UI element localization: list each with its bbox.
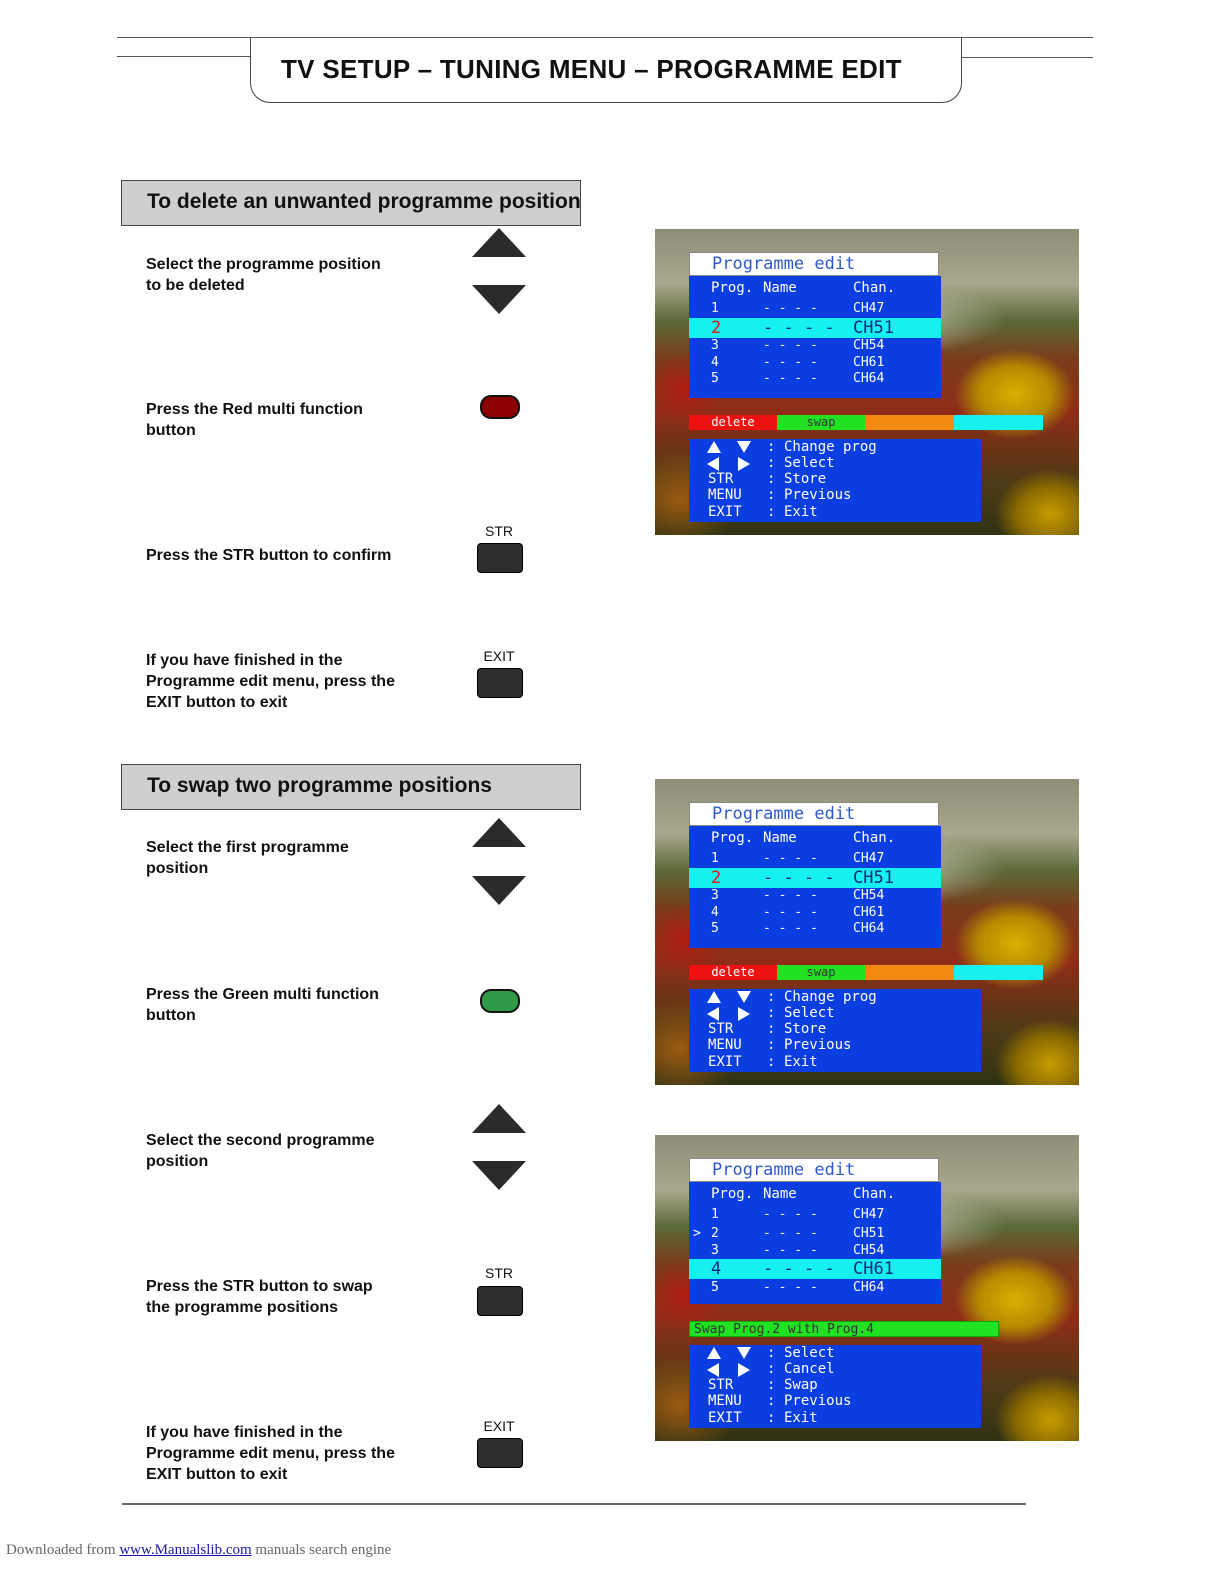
help-sep: : [767, 439, 776, 455]
cyan-color-bar [954, 965, 1043, 980]
programme-row [689, 851, 941, 868]
row-name: - - - - [763, 301, 818, 316]
row-chan: CH54 [853, 1243, 885, 1258]
help-sep: : [767, 487, 776, 503]
programme-row [689, 921, 941, 938]
row-chan: CH54 [853, 338, 885, 353]
help-action: Select [784, 1345, 835, 1361]
help-sep: : [767, 1377, 776, 1393]
step-text: Select the first programme position [146, 839, 349, 877]
step-press-str-confirm [146, 545, 446, 566]
row-chan: CH54 [853, 888, 885, 903]
row-chan: CH64 [853, 921, 885, 936]
row-prog: 1 [711, 851, 719, 866]
str-key-label: STR [485, 523, 513, 539]
row-name: - - - - [763, 355, 818, 370]
left-triangle-icon [707, 1363, 719, 1377]
row-name: - - - - [763, 851, 818, 866]
row-name: - - - - [763, 921, 818, 936]
help-key: STR [708, 471, 734, 487]
cyan-color-bar [954, 415, 1043, 430]
row-prog: 2 [711, 1226, 719, 1241]
str-key-icon [477, 543, 523, 573]
step-press-str-swap [146, 1276, 446, 1318]
help-action: Previous [784, 1037, 852, 1053]
green-button-icon [480, 989, 520, 1013]
row-name: - - - - [763, 318, 835, 338]
help-key: EXIT [708, 1054, 742, 1070]
osd-programme-list [689, 1182, 941, 1304]
row-chan: CH47 [853, 301, 885, 316]
col-prog-header: Prog. [711, 280, 754, 296]
orange-color-bar [865, 965, 954, 980]
header-rule-right [960, 57, 1093, 58]
row-prog: 1 [711, 1207, 719, 1222]
step-text: Select the second programme position [146, 1132, 375, 1170]
programme-row [689, 355, 941, 372]
help-sep: : [767, 504, 776, 520]
down-triangle-icon [737, 991, 751, 1003]
row-prog: 5 [711, 921, 719, 936]
help-key: MENU [708, 1037, 742, 1053]
help-sep: : [767, 1393, 776, 1409]
help-sep: : [767, 989, 776, 1005]
col-chan-header: Chan. [853, 280, 896, 296]
swap-marker: > [693, 1226, 701, 1241]
help-action: Change prog [784, 989, 877, 1005]
row-chan: CH61 [853, 905, 885, 920]
up-arrow-button-icon [472, 818, 526, 847]
exit-key-icon [477, 1438, 523, 1468]
programme-row [689, 905, 941, 922]
osd-title: Programme edit [712, 804, 856, 824]
row-name: - - - - [763, 888, 818, 903]
row-prog: 5 [711, 371, 719, 386]
right-triangle-icon [738, 1007, 750, 1021]
footer-prefix: Downloaded from [6, 1542, 116, 1558]
swap-color-bar [777, 965, 865, 980]
help-sep: : [767, 471, 776, 487]
row-chan: CH64 [853, 371, 885, 386]
section-heading-swap-text: To swap two programme positions [147, 774, 492, 797]
osd-title-box [689, 252, 939, 276]
row-name: - - - - [763, 371, 818, 386]
programme-row [689, 1280, 941, 1297]
up-arrow-button-icon [472, 228, 526, 257]
programme-row [689, 371, 941, 388]
programme-row-selected [689, 318, 941, 338]
help-action: Exit [784, 1410, 818, 1426]
row-chan: CH51 [853, 318, 894, 338]
row-name: - - - - [763, 1259, 835, 1279]
bottom-rule [122, 1503, 1026, 1505]
row-prog: 5 [711, 1280, 719, 1295]
help-action: Exit [784, 1054, 818, 1070]
programme-row [689, 301, 941, 318]
step-select-second [146, 1130, 446, 1172]
step-text: Press the Red multi function button [146, 401, 363, 439]
row-name: - - - - [763, 1226, 818, 1241]
help-action: Previous [784, 487, 852, 503]
help-key: MENU [708, 487, 742, 503]
help-sep: : [767, 1361, 776, 1377]
row-prog: 3 [711, 338, 719, 353]
row-prog: 2 [711, 318, 722, 338]
row-prog: 4 [711, 905, 719, 920]
orange-color-bar [865, 415, 954, 430]
step-text: Press the STR button to swap the programme positions [146, 1278, 373, 1316]
help-key: EXIT [708, 504, 742, 520]
col-chan-header: Chan. [853, 1186, 896, 1202]
col-prog-header: Prog. [711, 830, 754, 846]
row-chan: CH64 [853, 1280, 885, 1295]
up-triangle-icon [707, 1347, 721, 1359]
row-chan: CH47 [853, 1207, 885, 1222]
row-name: - - - - [763, 1280, 818, 1295]
col-name-header: Name [763, 280, 797, 296]
down-arrow-button-icon [472, 285, 526, 314]
step-press-green [146, 984, 446, 1026]
delete-label: delete [711, 965, 755, 979]
swap-color-bar [777, 415, 865, 430]
help-sep: : [767, 1345, 776, 1361]
help-action: Change prog [784, 439, 877, 455]
step-exit [146, 650, 446, 713]
help-sep: : [767, 1005, 776, 1021]
help-sep: : [767, 1410, 776, 1426]
step-select-first [146, 837, 446, 879]
osd-programme-list [689, 276, 941, 398]
footer-link[interactable]: www.Manualslib.com [119, 1542, 252, 1558]
red-button-icon [480, 395, 520, 419]
row-name: - - - - [763, 1207, 818, 1222]
help-action: Select [784, 455, 835, 471]
tv-screen-delete [655, 229, 1079, 535]
row-prog: 4 [711, 1259, 722, 1279]
page-title: TV SETUP – TUNING MENU – PROGRAMME EDIT [281, 54, 902, 84]
row-prog: 4 [711, 355, 719, 370]
osd-title: Programme edit [712, 254, 856, 274]
help-action: Store [784, 471, 827, 487]
right-triangle-icon [738, 1363, 750, 1377]
col-prog-header: Prog. [711, 1186, 754, 1202]
col-name-header: Name [763, 830, 797, 846]
osd-help-panel [689, 439, 981, 522]
swap-message: Swap Prog.2 with Prog.4 [694, 1322, 875, 1337]
row-prog: 3 [711, 888, 719, 903]
left-triangle-icon [707, 1007, 719, 1021]
right-triangle-icon [738, 457, 750, 471]
down-arrow-button-icon [472, 876, 526, 905]
step-text: Press the STR button to confirm [146, 547, 392, 564]
down-triangle-icon [737, 441, 751, 453]
row-prog: 1 [711, 301, 719, 316]
col-name-header: Name [763, 1186, 797, 1202]
help-action: Previous [784, 1393, 852, 1409]
step-text: If you have finished in the Programme edit menu, press the EXIT button to exit [146, 1424, 395, 1483]
step-press-red [146, 399, 446, 441]
left-triangle-icon [707, 457, 719, 471]
row-name: - - - - [763, 868, 835, 888]
row-chan: CH47 [853, 851, 885, 866]
osd-help-panel [689, 989, 981, 1072]
help-key: STR [708, 1021, 734, 1037]
delete-color-bar [689, 965, 777, 980]
tv-screen-swap-second [655, 1135, 1079, 1441]
programme-row [689, 888, 941, 905]
help-action: Exit [784, 504, 818, 520]
row-name: - - - - [763, 905, 818, 920]
osd-title-box [689, 802, 939, 826]
step-select-position [146, 254, 446, 296]
swap-label: swap [806, 965, 836, 979]
help-sep: : [767, 1054, 776, 1070]
section-heading-swap [121, 764, 581, 810]
osd-programme-list [689, 826, 941, 948]
help-key: EXIT [708, 1410, 742, 1426]
row-prog: 2 [711, 868, 722, 888]
row-prog: 3 [711, 1243, 719, 1258]
osd-title: Programme edit [712, 1160, 856, 1180]
swap-label: swap [806, 415, 836, 429]
programme-row-selected [689, 868, 941, 888]
programme-row [689, 1207, 941, 1224]
str-key-label: STR [485, 1265, 513, 1281]
programme-row [689, 338, 941, 355]
row-chan: CH51 [853, 1226, 885, 1241]
programme-row-marked [689, 1226, 941, 1243]
footer-suffix: manuals search engine [255, 1542, 392, 1558]
help-action: Store [784, 1021, 827, 1037]
help-key: STR [708, 1377, 734, 1393]
help-sep: : [767, 1021, 776, 1037]
down-arrow-button-icon [472, 1161, 526, 1190]
programme-row [689, 1243, 941, 1260]
step-text: Select the programme position to be deleted [146, 256, 381, 294]
help-action: Cancel [784, 1361, 835, 1377]
row-chan: CH51 [853, 868, 894, 888]
help-key: MENU [708, 1393, 742, 1409]
footer [6, 1542, 391, 1559]
help-action: Select [784, 1005, 835, 1021]
step-text: If you have finished in the Programme edit menu, press the EXIT button to exit [146, 652, 395, 711]
help-action: Swap [784, 1377, 818, 1393]
up-triangle-icon [707, 991, 721, 1003]
up-arrow-button-icon [472, 1104, 526, 1133]
exit-key-icon [477, 668, 523, 698]
exit-key-label: EXIT [483, 648, 515, 664]
col-chan-header: Chan. [853, 830, 896, 846]
str-key-icon [477, 1286, 523, 1316]
osd-help-panel [689, 1345, 981, 1428]
delete-label: delete [711, 415, 755, 429]
down-triangle-icon [737, 1347, 751, 1359]
row-chan: CH61 [853, 1259, 894, 1279]
row-name: - - - - [763, 338, 818, 353]
tv-screen-swap-first [655, 779, 1079, 1085]
osd-title-box [689, 1158, 939, 1182]
header-rule-left [117, 56, 250, 57]
exit-key-label: EXIT [483, 1418, 515, 1434]
help-sep: : [767, 455, 776, 471]
delete-color-bar [689, 415, 777, 430]
section-heading-delete-text: To delete an unwanted programme position [147, 190, 581, 213]
section-heading-delete [121, 180, 581, 226]
step-text: Press the Green multi function button [146, 986, 379, 1024]
step-exit [146, 1422, 446, 1485]
programme-row-selected [689, 1259, 941, 1279]
help-sep: : [767, 1037, 776, 1053]
swap-message-bar [689, 1321, 999, 1337]
row-chan: CH61 [853, 355, 885, 370]
row-name: - - - - [763, 1243, 818, 1258]
up-triangle-icon [707, 441, 721, 453]
